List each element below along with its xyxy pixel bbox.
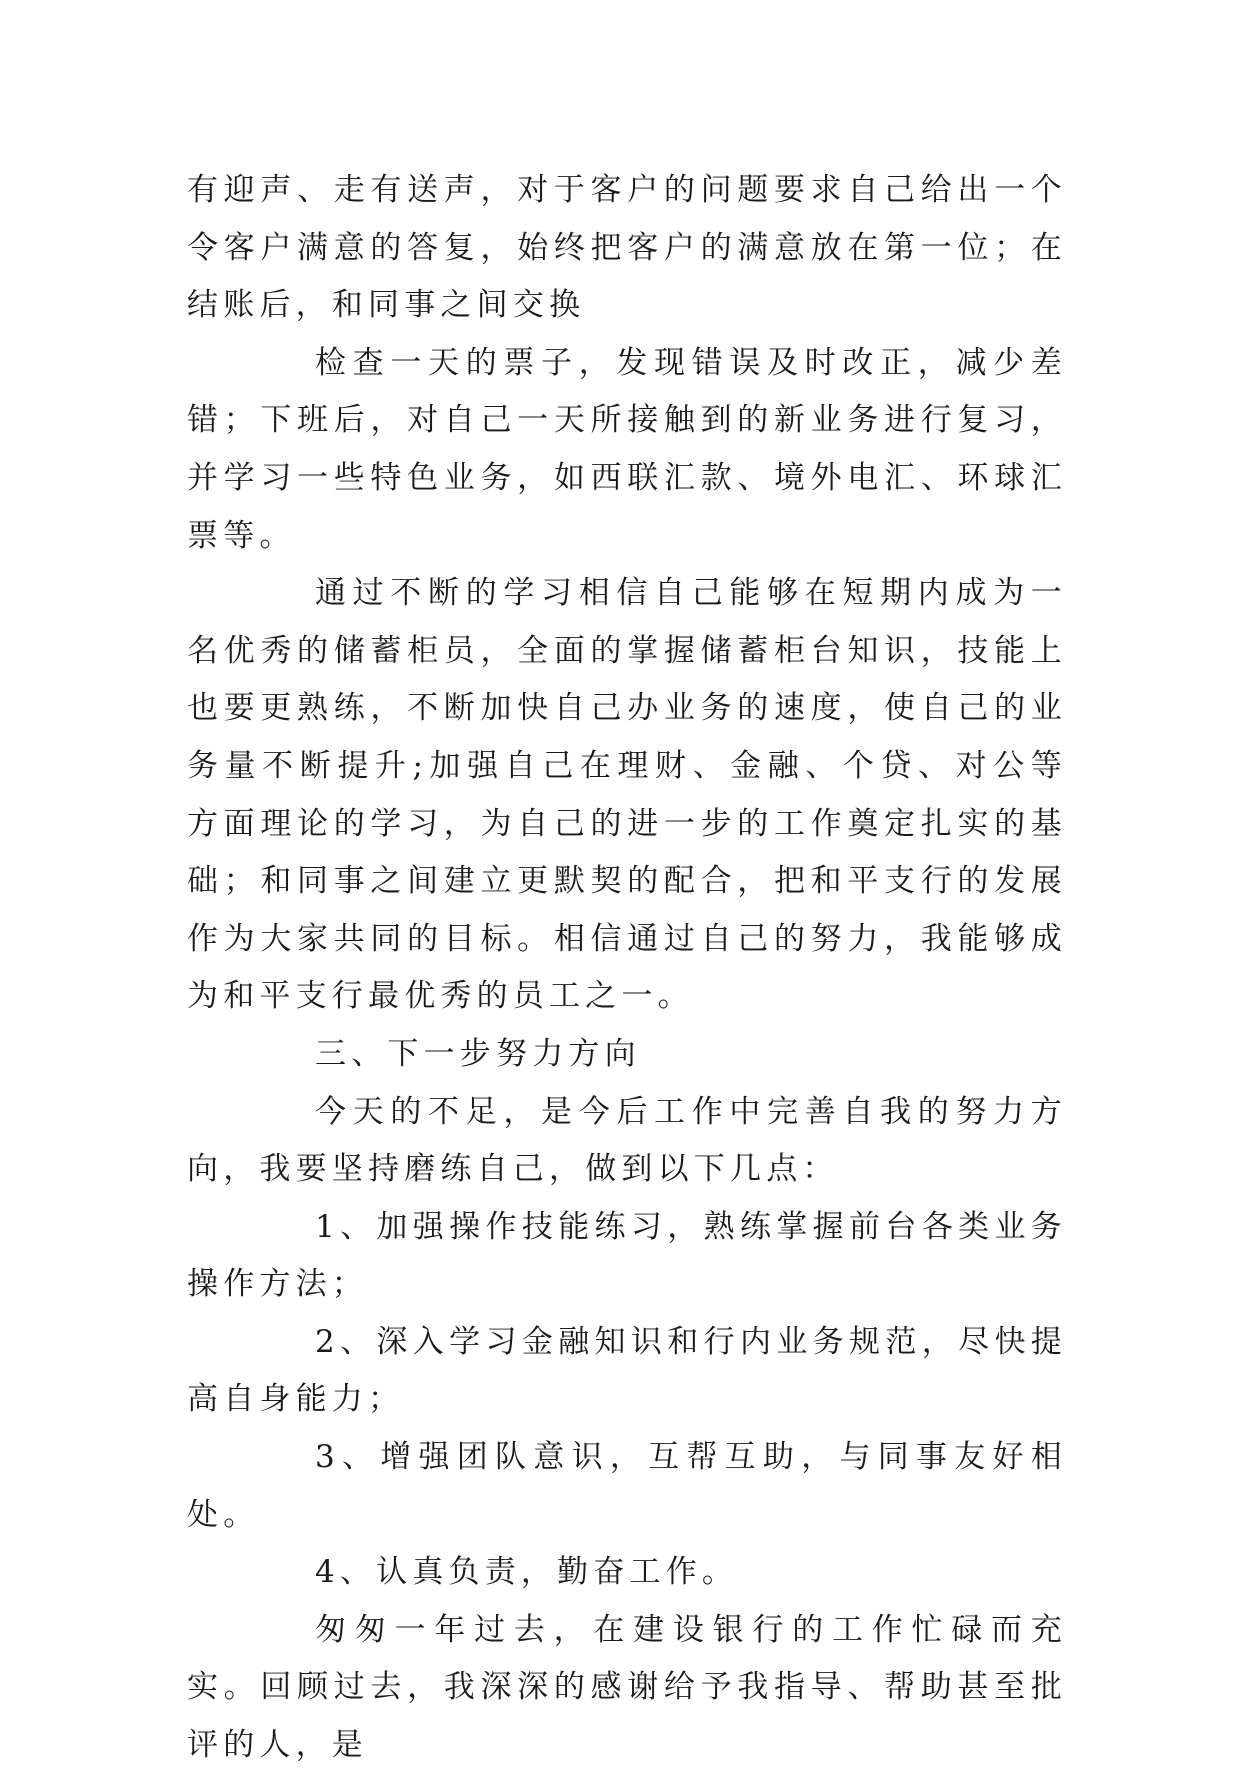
paragraph-10: 匆匆一年过去，在建设银行的工作忙碌而充实。回顾过去，我深深的感谢给予我指导、帮助甚至批评的人，是 (187, 1611, 1067, 1764)
section-heading: 三、下一步努力方向 (315, 1035, 641, 1072)
paragraph-2: 检查一天的票子，发现错误及时改正，减少差错；下班后，对自己一天所接触到的新业务进行复习，并学习一些特色业务，如西联汇款、境外电汇、环球汇票等。 (187, 344, 1067, 554)
list-item-3: 3、增强团队意识，互帮互助，与同事友好相处。 (187, 1439, 1067, 1533)
document-body (187, 162, 1067, 1775)
list-item-1: 1、加强操作技能练习，熟练掌握前台各类业务操作方法； (187, 1208, 1067, 1303)
paragraph-1: 有迎声、走有送声，对于客户的问题要求自己给出一个令客户满意的答复，始终把客户的满意放在第一位；在结账后，和同事之间交换 (187, 172, 1067, 324)
paragraph-3: 通过不断的学习相信自己能够在短期内成为一名优秀的储蓄柜员，全面的掌握储蓄柜台知识，技能上也要更熟练，不断加快自己办业务的速度，使自己的业务量不断提升;加强自己在理财、金融、个贷、对公等方面理论的学习，为自己的进一步的工作奠定扎实的基础；和同事之间建立更默契的配合，把和平支行的发展作为大家共同的目标。相信通过自己的努力，我能够成为和平支行最优秀的员工之一。 (187, 575, 1067, 1015)
list-item-2: 2、深入学习金融知识和行内业务规范，尽快提高自身能力； (187, 1323, 1067, 1418)
paragraph-5: 今天的不足，是今后工作中完善自我的努力方向，我要坚持磨练自己，做到以下几点： (187, 1093, 1067, 1188)
list-item-4: 4、认真负责，勤奋工作。 (315, 1554, 739, 1591)
